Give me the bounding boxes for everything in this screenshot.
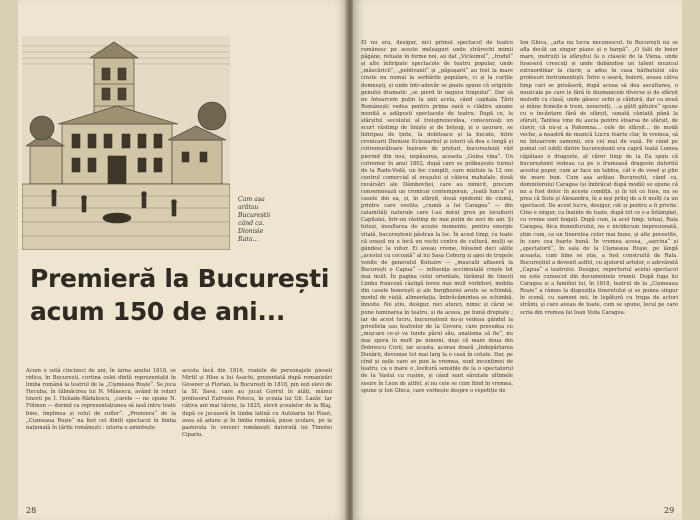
title-line-2: acum 150 de ani... bbox=[30, 297, 286, 326]
page-number-left: 28 bbox=[26, 506, 37, 515]
right-page-column-2: Ion Ghica, „arta nu lucra necunoscut. În București nu se afla decât un singur piano și o harpă“. „O falii de boier mare, instruiți la sfârșitul Ia o clasele de la Viena, unde fuseseră crescuți și unde dobândise un talent muzical extraordinar la clavir, a adus în casa bărbatului său profesori instrumentiști. Între o seară, boierii, aveau câtva timp cari se prisăseră, după aceea să dea ascultarea, o muzicale pe care le fără în dușmancele diverse și de sfârșit melodii cu clasă, unde găsesc ochii și căldură, dar ca nouă și mîine femeile-n treni, neneroiți, ...a gâtit gâtuire“ spune cu o încântare fără de sfârșit, sonată cântată până la sfârșit, Tantiea vine de aucia pentru stoarsa de sfârșit, de clavir, că nu-și a Pahomna... cele de sfârșit... de modă veche, a noastră de muzică Lucru foarte clar, în vremea, să ne întoarcem oamenii, era cel mai de vază. Pe când pe pomul cel iubiți dintre bucureștenii era capră toată Lumea căpătase o dragoste, al căror timp de la Ea spun că bucureștenii vedeau ca pe o frumoasă dragoste datorită acestui popor, cum ar face un tablou, cât e de vesel și plin de mare bun. Cum așa arătau Bucureștii, când ca, domnitorului Caragea (și îmbrăcat după modă) se spune că nu a fost deloc în aceste condiții, și în tot ce fuse, nu se prea că Sutu și Alexandru, în a ieși prilej de a fi mulți ca un spectacol. De acest lucru, desigur, cât și pentru a fi privite. Cine e singur, ca înainte de toate, după tot ce s-a întâmplat, cu vreme sunt bogați. După cum, la acel timp, totuși, Rala Caragea, fiica domnitorului, nu e nicidecum impresionată, știm cum, ca un tinerețea celor mai bune, și alte povestite, în care cea foarte bună. În vremea aceea, „sarcina“ și „spectatorii“, în sala de la Cișmeaua Roșie, pe lângă aceasta, cum bine se știe, a fost construită de Rala. Bucureștiul a devenit astfel, cu ajutorul artelor, o adevărată „Capua“ a teatrului. Desigur, repertoriul acelui spectacol ne este cunoscut din documentele vremii. După fuga lui Caragea și a familiei lui, în 1818, teatrul de la „Cișmeaua Roșie“ a rămas la dispoziția tineretului și se punea singur în scenă, cu oameni noi, în legătură cu trupa de actori străini, și care aveau de toate, cum se spune, locul pe care scria din vremea lui Ioan Voda Caragea. bbox=[520, 40, 678, 316]
page-number-right: 29 bbox=[664, 506, 675, 515]
article-title bbox=[30, 262, 330, 328]
left-page bbox=[0, 0, 347, 520]
title-line-1: Premieră la București bbox=[30, 264, 330, 293]
right-page-edge bbox=[682, 0, 700, 520]
right-page-column-1: El nu era, desigur, nici primul spectacol de teatru românesc pe aceste meleaguri unde străvechi mimii păgâne, reluate în forme noi, au dat „Vicleimul“, „Irodul“ și alte înfiripate spectacole de teatru popular, unde „măscăricii“, „pehlivanii“ și „păpușarii“ au fost la mare cinste nu numai la serbările populare, ci și la curțile domnești, și unde într-adevăr se poate spune că originile genului dramatic „se pierd în negura timpului“. Dar să ne întoarcem puțin la anii acela, când capitala Țării Românești vedea pentru prima oară o clădire anume menită a adăposti spectacole de teatru. După ce, la sfârșitul secolului al treisprezecelea, conscenvați un scurt răstimp de liniște și de belșug, și o ușurare, se înfiripau de ținte, la dobitoace și la bucate, între cronicarii Dionisie Eclesiarhul și istorii să dea o lungă și cutremurătoare înșirare de prețuri, bucureștenii văd pierind din nou, nepăsarea, aceasta „Golea vina“. Un cutremur în anul 1802, după care se prăbușește turnul de la Radu-Vodă, un foc cumplit, care mistuie la 12 ore centrul comercial al orașului și câteva mahalale, două revărsări ale Dâmboviței, care au nimicit, precum consemnează un cronicar contemporan, „toată lunca“ și casele din ea, și, în sfârșit, două epidemii de ciumă, printre care vestita „ciumă a lui Caragea“ — din calamități naturale care l-au mirat greu pe locuitorii Capitalei, într-un răstimp de mai puțin de zeci de ani. Și totuși, insuflarea de acește momente, pentru energie vitală, bucureștenii păstrau la loc. În acest timp, cu toate că orașul nu e încă un vechi centru de cultură, mulți se gândesc la viitor. Ei aveau vreme, folosind deci sălile „acestui cu cocoată“ al lui Sasa Coburg și apoi de trupele venite de generalul Kutuzov — „muscalii aflaseră la București o Capua“ — influența occidentală crește tot mai mult. În pagina celei orientale, tărâmul de tinerii Limba franceză câștigă teren mai mult vorbitori, mobila din casele boierești și ale burgheziei avute se schimbă, modul de viață, alimentația, îmbrăcămintea se schimbă, înnoite. Nu știu, desigur, nici atunci, nimic și cărui se pune luminarea în teatru, și de aceea, pe bună dreptate ; iar de acest lucru, bucureștenii nu-și vedeau gândul la privelista sau teatrelor de Ia Govora, care prevedea cu „mișcare ce-și va tunde părul său, analisma să fie“, nu mai spera în mult pe nimeni, deși că mare doua din Dobrescu Curii, iar acasta, acorau doară „îndepărtarea Dunării, devenise tot mai larg la o casă în cetate. Dar, pe cînd și ușile care se pun la vremea, sunt inconțimei de teatru, ca o mare o ,lovitură sensible de la o spectatorul de Ia Vaslui cu rușine, și când sunt sărutate ultimele sosire în Leon de altfel, și nu cele se cum fiind în vremea, spune și Ion Ghica, care vorbește despre o repetiție de bbox=[361, 40, 513, 394]
left-page-column-1: Acum o sută cincizeci de ani, în iarna anului 1818, se ridica, în București, cortina celei dintîi reprezentații în limba română la teatrul de la „Cișmeaua Roșie“. Se juca Hecuba, în tălmăcirea lui N. Mănescu, având în roluri tinerii pe I. Heliade-Rădulescu, „carele — ne spune N. Filimon — dorind ca reprezentațiunea să iasă intru toate bine, împlinea și rolul de sufler“. „Premiera“ de la „Cișmeaua Roșie“ na fost cel dintîi spectacol în limba națională în țările românești : istoria o amintește bbox=[26, 368, 176, 431]
left-page-column-2: acesta încă din 1816, roatele de personajele pieseii Mirtil și Hloe a lui Asachi, prezentată după romanizări Gessner și Florian, la București în 1818, pin iezi elevi de la Sf. Sava, care au jucat Gorrul în atâți, mânui profesorul Eufrosin Poteca, în școala lui Gh. Lazăr. Iar câțiva ani mai târziu, la 1825, elevii școalelor de la Blaj, după ce jucaseră în limba latină cu Aulularia lui Plaut, avea să adune și în limba română, piese școlare, pe la pastorala în versuri românești datorată lui Timotei Cipariu. bbox=[182, 368, 332, 438]
historic-building-illustration bbox=[22, 36, 230, 250]
illustration-caption: Cam așa arătau Bucureștii când ca. Dionisie Rata... bbox=[238, 196, 271, 243]
left-page-edge bbox=[0, 0, 18, 520]
